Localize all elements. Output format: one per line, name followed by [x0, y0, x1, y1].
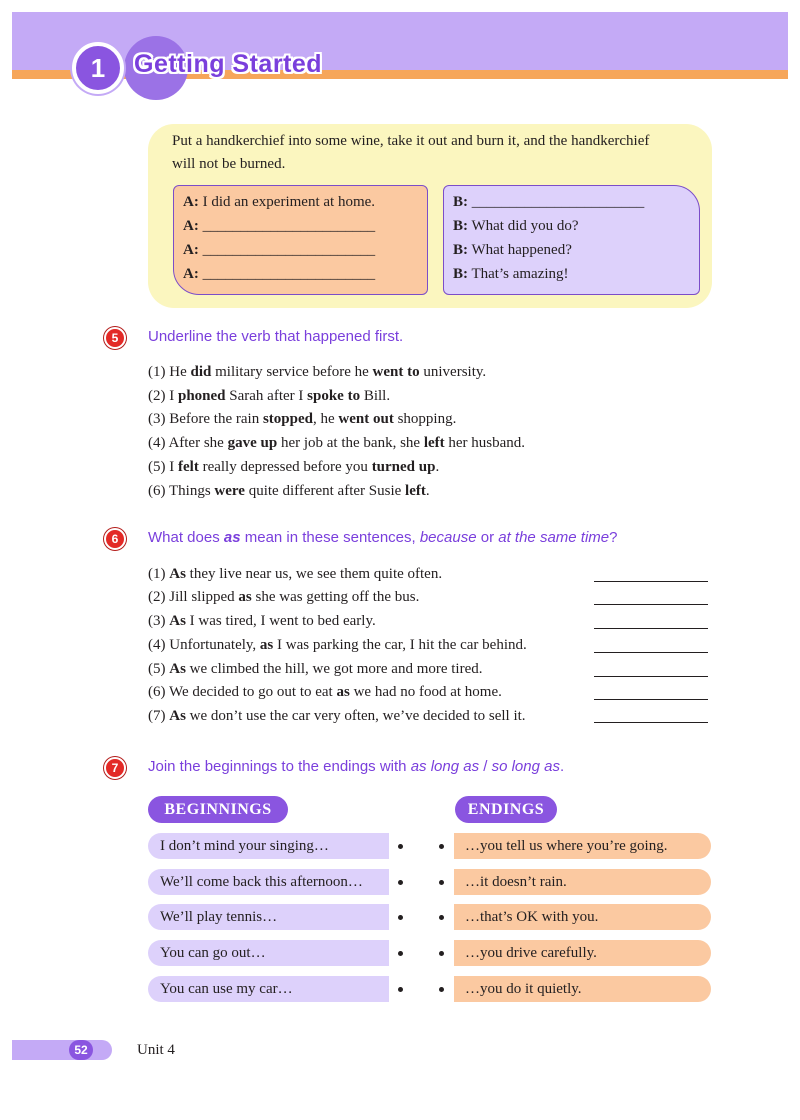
dialogue-b-line: B: What did you do? — [453, 218, 579, 234]
answer-blank[interactable] — [594, 722, 708, 723]
dialogue-a-line: A: I did an experiment at home. — [183, 194, 376, 210]
exercise-5-sentence: (6) Things were quite different after Susie left. — [148, 483, 430, 499]
unit-label: Unit 4 — [137, 1042, 175, 1058]
ending-match-dot[interactable] — [439, 915, 444, 920]
dialogue-a-line: A: _______________________ — [183, 266, 376, 282]
beginning-item: We’ll play tennis… — [148, 904, 389, 930]
page-number: 52 — [69, 1040, 93, 1060]
dialogue-b-line: B: _______________________ — [453, 194, 645, 210]
section-title: Getting Started — [134, 50, 323, 78]
exercise-5-title: Underline the verb that happened first. — [148, 328, 404, 345]
answer-blank[interactable] — [594, 652, 708, 653]
exercise-5-sentence: (3) Before the rain stopped, he went out shopping. — [148, 411, 457, 427]
exercise-5-sentence: (4) After she gave up her job at the bank, she left her husband. — [148, 435, 526, 451]
beginning-item: We’ll come back this afternoon… — [148, 869, 389, 895]
beginning-match-dot[interactable] — [398, 844, 403, 849]
footer-bar — [12, 1040, 112, 1060]
exercise-6-sentence: (3) As I was tired, I went to bed early. — [148, 613, 376, 629]
ending-item: …you drive carefully. — [454, 940, 711, 966]
ending-match-dot[interactable] — [439, 880, 444, 885]
beginning-item: You can use my car… — [148, 976, 389, 1002]
exercise-7-title: Join the beginnings to the endings with as long as / so long as. — [148, 758, 565, 775]
section-number-badge: 1 — [72, 42, 124, 94]
exercise-7-number: 7 — [104, 757, 126, 779]
ending-match-dot[interactable] — [439, 987, 444, 992]
answer-blank[interactable] — [594, 581, 708, 582]
exercise-5-sentence: (1) He did military service before he went to university. — [148, 364, 487, 380]
beginning-match-dot[interactable] — [398, 880, 403, 885]
exercise-6-sentence: (1) As they live near us, we see them quite often. — [148, 566, 443, 582]
endings-label: ENDINGS — [455, 796, 557, 823]
dialogue-b-line: B: That’s amazing! — [453, 266, 569, 282]
exercise-6-number: 6 — [104, 528, 126, 550]
exercise-6-title: What does as mean in these sentences, because or at the same time? — [148, 529, 618, 546]
beginning-match-dot[interactable] — [398, 987, 403, 992]
ending-match-dot[interactable] — [439, 844, 444, 849]
ending-item: …you tell us where you’re going. — [454, 833, 711, 859]
ending-item: …you do it quietly. — [454, 976, 711, 1002]
answer-blank[interactable] — [594, 628, 708, 629]
exercise-5-sentence: (5) I felt really depressed before you turned up. — [148, 459, 440, 475]
exercise-6-sentence: (7) As we don’t use the car very often, we’ve decided to sell it. — [148, 708, 526, 724]
intro-text: Put a handkerchief into some wine, take it out and burn it, and the handkerchief will not be burned. — [172, 133, 650, 172]
dialogue-b-line: B: What happened? — [453, 242, 572, 258]
exercise-6-sentence: (6) We decided to go out to eat as we had no food at home. — [148, 684, 502, 700]
dialogue-a-line: A: _______________________ — [183, 242, 376, 258]
ending-match-dot[interactable] — [439, 951, 444, 956]
exercise-6-sentence: (4) Unfortunately, as I was parking the car, I hit the car behind. — [148, 637, 527, 653]
beginning-item: You can go out… — [148, 940, 389, 966]
answer-blank[interactable] — [594, 699, 708, 700]
answer-blank[interactable] — [594, 676, 708, 677]
beginnings-label: BEGINNINGS — [148, 796, 288, 823]
ending-item: …it doesn’t rain. — [454, 869, 711, 895]
exercise-6-sentence: (5) As we climbed the hill, we got more and more tired. — [148, 661, 483, 677]
exercise-6-sentence: (2) Jill slipped as she was getting off the bus. — [148, 589, 420, 605]
beginning-match-dot[interactable] — [398, 951, 403, 956]
beginning-match-dot[interactable] — [398, 915, 403, 920]
answer-blank[interactable] — [594, 604, 708, 605]
beginning-item: I don’t mind your singing… — [148, 833, 389, 859]
ending-item: …that’s OK with you. — [454, 904, 711, 930]
dialogue-a-line: A: _______________________ — [183, 218, 376, 234]
exercise-5-sentence: (2) I phoned Sarah after I spoke to Bill. — [148, 388, 391, 404]
exercise-5-number: 5 — [104, 327, 126, 349]
